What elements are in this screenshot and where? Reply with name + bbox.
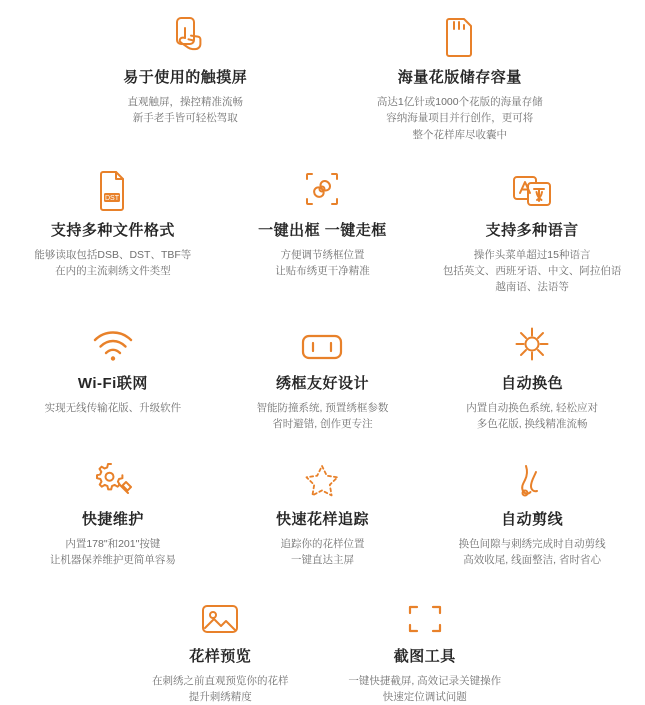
- desc-line: 提升刺绣精度: [188, 690, 252, 703]
- desc-line: 省时避错, 创作更专注: [272, 417, 373, 430]
- desc-line: 换色间隙与刺绣完成时自动剪线: [458, 538, 606, 551]
- desc-line: 越南语、法语等: [495, 281, 569, 294]
- thread-trim-icon: [514, 460, 550, 500]
- desc-line: 快速定位调试问题: [382, 690, 467, 703]
- icon-container: [124, 591, 317, 637]
- icon-container: [433, 318, 631, 364]
- desc-line: 方便调节绣框位置: [280, 248, 365, 261]
- dst-file-icon: [96, 169, 130, 211]
- feature-title: 截图工具: [393, 647, 456, 665]
- feature-desc: [14, 536, 212, 569]
- desc-line: 让机器保养维护更简单容易: [49, 554, 176, 567]
- feature-item-auto-color-change: [427, 318, 637, 433]
- feature-item-one-key-frame: [218, 165, 428, 296]
- feature-desc: [329, 94, 592, 143]
- desc-line: 内置178"和201"按键: [65, 538, 161, 551]
- feature-desc: [329, 673, 522, 705]
- desc-line: 能够读取包括DSB、DST、TBF等: [34, 248, 192, 261]
- icon-container: [433, 454, 631, 500]
- feature-item-touchscreen: [48, 12, 323, 143]
- desc-line: 实现无线传输花版、升级软件: [44, 401, 182, 414]
- feature-desc: [433, 536, 631, 569]
- frame-pattern-icon: [302, 169, 342, 211]
- desc-line: 多色花版, 换线精准流畅: [476, 417, 588, 430]
- star-trace-icon: [300, 460, 344, 500]
- feature-row-2: [8, 165, 637, 296]
- icon-container: [329, 591, 522, 637]
- desc-line: 智能防撞系统, 预置绣框参数: [256, 401, 389, 414]
- feature-item-languages: [427, 165, 637, 296]
- feature-desc: [224, 247, 422, 280]
- desc-line: 整个花样库尽收囊中: [412, 128, 507, 141]
- feature-item-hoop-friendly: [218, 318, 428, 433]
- wifi-icon: [91, 328, 135, 364]
- desc-line: 内置自动换色系统, 轻松应对: [466, 401, 599, 414]
- feature-title: 快速花样追踪: [275, 511, 369, 529]
- feature-desc: [224, 536, 422, 569]
- desc-line: 直观触屏，操控精准流畅: [127, 96, 243, 108]
- feature-title: 自动剪线: [501, 511, 564, 529]
- icon-container: [433, 165, 631, 211]
- feature-item-wifi: [8, 318, 218, 433]
- feature-desc: [54, 94, 317, 127]
- desc-line: 追踪你的花样位置: [280, 538, 365, 551]
- desc-line: 操作头菜单超过15种语言: [473, 248, 591, 261]
- feature-title: Wi-Fi联网: [77, 374, 148, 392]
- icon-container: [224, 165, 422, 211]
- feature-desc: [224, 400, 422, 433]
- svg-text:DST: DST: [104, 194, 119, 202]
- feature-desc: [14, 247, 212, 280]
- feature-title: 易于使用的触摸屏: [123, 69, 248, 86]
- desc-line: 高效收尾, 线面整洁, 省时省心: [463, 554, 601, 567]
- desc-line: 在刺绣之前直观预览你的花样: [152, 674, 289, 687]
- memory-card-icon: [443, 16, 477, 58]
- screenshot-crop-icon: [406, 601, 444, 637]
- feature-row-4: [8, 454, 637, 569]
- desc-line: 让贴布绣更干净精准: [275, 265, 370, 278]
- feature-desc: [433, 247, 631, 296]
- icon-container: [224, 454, 422, 500]
- feature-item-file-formats: [8, 165, 218, 296]
- feature-desc: [433, 400, 631, 433]
- icon-container: [54, 12, 317, 58]
- hoop-icon: [300, 330, 344, 364]
- feature-desc: [14, 400, 212, 416]
- feature-item-quick-maintenance: [8, 454, 218, 569]
- desc-line: 在内的主流刺绣文件类型: [55, 265, 171, 278]
- icon-container: [14, 318, 212, 364]
- feature-row-1: [8, 12, 637, 143]
- feature-title: 快捷维护: [81, 511, 144, 529]
- icon-container: [14, 454, 212, 500]
- icon-container: [14, 165, 212, 211]
- gear-maintenance-icon: [93, 460, 133, 500]
- desc-line: 高达1亿针或1000个花版的海量存储: [376, 96, 543, 108]
- feature-desc: [124, 673, 317, 705]
- image-preview-icon: [199, 601, 241, 637]
- feature-item-pattern-tracking: [218, 454, 428, 569]
- color-wheel-icon: [512, 324, 552, 364]
- desc-line: 包括英文、西班牙语、中文、阿拉伯语: [442, 265, 622, 278]
- feature-title: 自动换色: [501, 374, 564, 392]
- desc-line: 新手老手皆可轻松驾取: [132, 112, 238, 125]
- desc-line: 容纳海量项目并行创作，更可将: [386, 112, 534, 125]
- icon-container: [329, 12, 592, 58]
- touch-screen-icon: [165, 16, 205, 58]
- feature-item-screenshot-tool: [323, 591, 528, 705]
- feature-title: 花样预览: [189, 647, 252, 665]
- icon-container: [224, 318, 422, 364]
- feature-title: 一键出框 一键走框: [258, 221, 387, 239]
- feature-item-storage: [323, 12, 598, 143]
- desc-line: 一键直达主屏: [290, 554, 354, 567]
- feature-item-auto-trim: [427, 454, 637, 569]
- feature-title: 支持多种语言: [485, 221, 579, 239]
- feature-item-pattern-preview: [118, 591, 323, 705]
- feature-title: 绣框友好设计: [275, 374, 369, 392]
- desc-line: 一键快捷截屏, 高效记录关键操作: [348, 674, 502, 687]
- feature-title: 支持多种文件格式: [50, 221, 175, 239]
- feature-title: 海量花版储存容量: [397, 69, 522, 86]
- feature-row-5: [8, 591, 637, 705]
- translate-icon: [511, 169, 553, 211]
- feature-row-3: [8, 318, 637, 433]
